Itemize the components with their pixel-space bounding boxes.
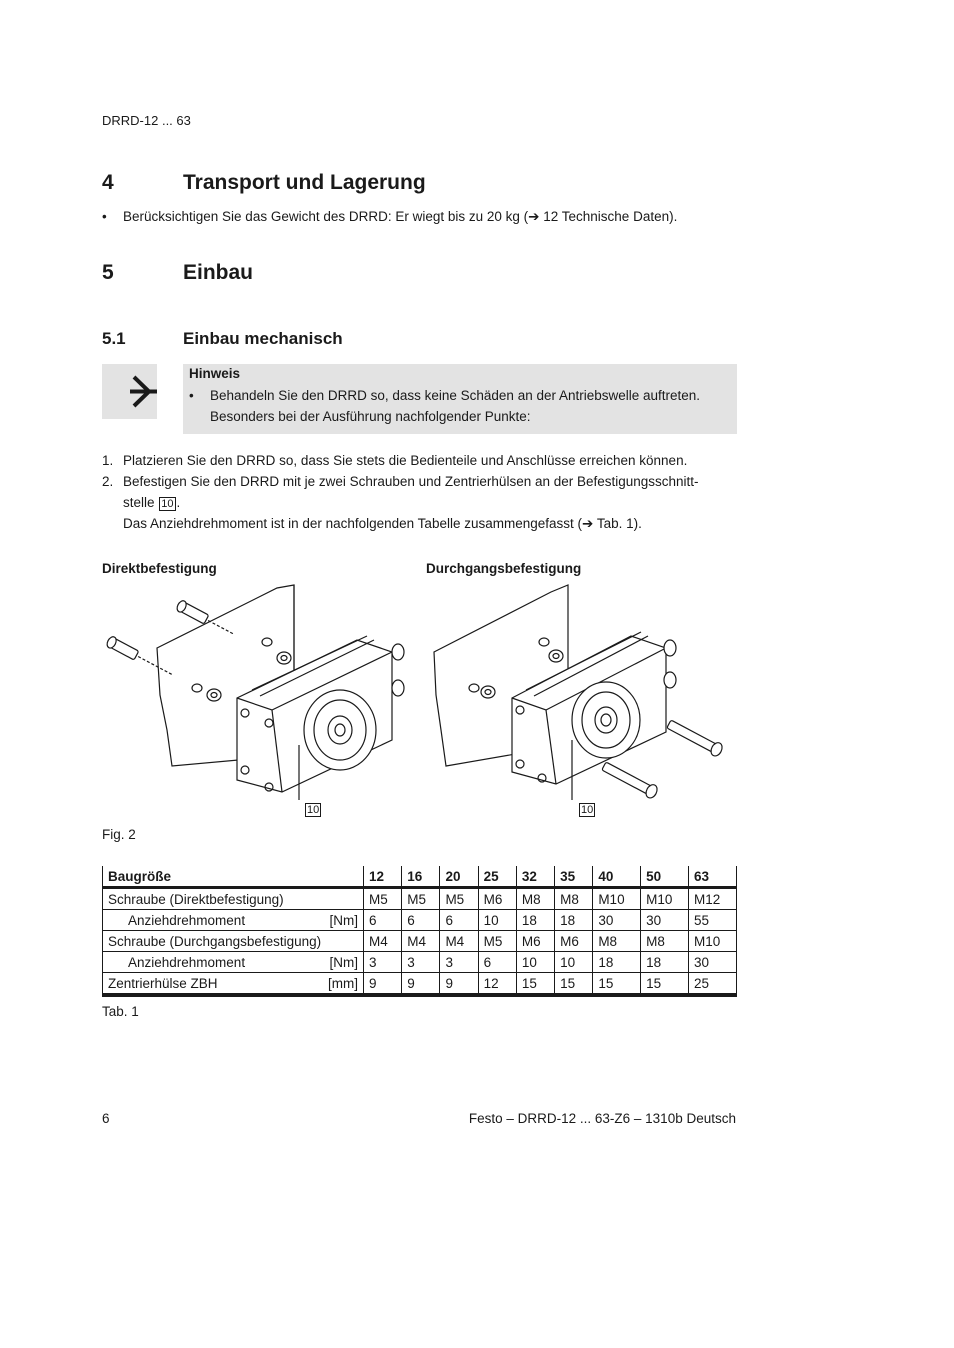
row-unit: [Nm] bbox=[329, 912, 358, 928]
table-cell: 12 bbox=[478, 973, 516, 996]
bullet-dot: • bbox=[102, 209, 107, 224]
table-cell: M8 bbox=[593, 931, 641, 952]
table-header-label: Baugröße bbox=[103, 866, 364, 888]
table-header-size: 25 bbox=[478, 866, 516, 888]
page-number: 6 bbox=[102, 1111, 110, 1126]
document-id: DRRD-12 ... 63 bbox=[102, 113, 191, 128]
note-arrow-icon bbox=[102, 364, 157, 419]
bullet-text: Berücksichtigen Sie das Gewicht des DRRD: Er wiegt bis zu 20 kg ( bbox=[123, 209, 529, 224]
table-cell: M5 bbox=[478, 931, 516, 952]
table-cell: M8 bbox=[641, 931, 689, 952]
bullet-dot: • bbox=[189, 388, 194, 403]
row-label-text: Anziehdrehmoment bbox=[128, 912, 246, 928]
cross-reference[interactable]: Tab. 1). bbox=[596, 516, 642, 531]
table-cell: M12 bbox=[689, 888, 737, 910]
figure-caption: Fig. 2 bbox=[102, 827, 136, 842]
table-row-label bbox=[103, 910, 364, 931]
table-row-label bbox=[103, 931, 364, 952]
table-cell: 10 bbox=[516, 952, 554, 973]
arrow-right-icon: ➔ bbox=[582, 516, 594, 531]
torque-table bbox=[102, 866, 737, 997]
row-label-text: Anziehdrehmoment bbox=[128, 954, 246, 970]
table-cell: 6 bbox=[440, 910, 478, 931]
table-cell: 3 bbox=[440, 952, 478, 973]
table-cell: M6 bbox=[555, 931, 593, 952]
table-row bbox=[103, 973, 737, 996]
table-caption: Tab. 1 bbox=[102, 1004, 139, 1019]
figure-callout-right: 10 bbox=[581, 804, 594, 816]
row-label-text: Schraube (Durchgangsbefestigung) bbox=[108, 933, 322, 949]
table-cell: 9 bbox=[440, 973, 478, 996]
table-cell: 18 bbox=[555, 910, 593, 931]
cross-reference[interactable]: 12 Technische Daten). bbox=[543, 209, 678, 224]
table-cell: 18 bbox=[641, 952, 689, 973]
step-2-text-b: stelle 10 . bbox=[123, 495, 181, 510]
table-cell: 30 bbox=[641, 910, 689, 931]
table-cell: M8 bbox=[555, 888, 593, 910]
note-title: Hinweis bbox=[189, 366, 241, 381]
step-2-text-c: Das Anziehdrehmoment ist in der nachfolgenden Tabelle zusammengefasst (➔ Tab. 1). bbox=[123, 516, 642, 531]
table-cell: M5 bbox=[440, 888, 478, 910]
table-cell: 6 bbox=[478, 952, 516, 973]
table-cell: 15 bbox=[641, 973, 689, 996]
table-cell: 30 bbox=[689, 952, 737, 973]
row-unit: [mm] bbox=[328, 975, 358, 991]
step-1-number: 1. bbox=[102, 453, 114, 468]
table-cell: 3 bbox=[402, 952, 440, 973]
table-cell: 9 bbox=[364, 973, 402, 996]
illustration-direct-mounting bbox=[102, 580, 422, 820]
table-cell: 18 bbox=[516, 910, 554, 931]
table-cell: 15 bbox=[555, 973, 593, 996]
note-line-1: • Behandeln Sie den DRRD so, dass keine Schäden an der Antriebswelle auftreten. bbox=[189, 385, 700, 406]
section-4-title: Transport und Lagerung bbox=[183, 171, 426, 194]
section-5-1-title: Einbau mechanisch bbox=[183, 329, 343, 348]
table-row bbox=[103, 952, 737, 973]
table-cell: 10 bbox=[478, 910, 516, 931]
table-header-size: 32 bbox=[516, 866, 554, 888]
table-header-size: 20 bbox=[440, 866, 478, 888]
table-cell: M6 bbox=[516, 931, 554, 952]
table-row bbox=[103, 888, 737, 910]
note-line-2: Besonders bei der Ausführung nachfolgender Punkte: bbox=[210, 409, 531, 424]
arrow-right-icon: ➔ bbox=[528, 209, 540, 224]
footer-text: Festo – DRRD-12 ... 63-Z6 – 1310b Deutsch bbox=[468, 1111, 736, 1126]
table-cell: 18 bbox=[593, 952, 641, 973]
table-cell: 6 bbox=[364, 910, 402, 931]
row-label-text: Schraube (Direktbefestigung) bbox=[108, 891, 284, 907]
illustration-through-mounting bbox=[426, 580, 746, 820]
section-4-bullet bbox=[102, 206, 677, 227]
table-header-size: 12 bbox=[364, 866, 402, 888]
table-cell: M10 bbox=[641, 888, 689, 910]
table-header-size: 16 bbox=[402, 866, 440, 888]
table-cell: 55 bbox=[689, 910, 737, 931]
table-cell: 25 bbox=[689, 973, 737, 996]
table-cell: 10 bbox=[555, 952, 593, 973]
table-header-size: 63 bbox=[689, 866, 737, 888]
figure-label-through: Durchgangsbefestigung bbox=[426, 561, 582, 576]
table-cell: 30 bbox=[593, 910, 641, 931]
table-header-size: 35 bbox=[555, 866, 593, 888]
table-cell: M10 bbox=[689, 931, 737, 952]
table-cell: M4 bbox=[364, 931, 402, 952]
note-icon-box bbox=[102, 364, 157, 419]
step-2-text-a: Befestigen Sie den DRRD mit je zwei Schrauben und Zentrierhülsen an der Befestigungsschnitt- bbox=[123, 474, 699, 489]
table-row bbox=[103, 931, 737, 952]
table-row bbox=[103, 910, 737, 931]
figure-label-direct: Direktbefestigung bbox=[102, 561, 217, 576]
table-cell: 15 bbox=[593, 973, 641, 996]
table-cell: M5 bbox=[402, 888, 440, 910]
table-cell: M10 bbox=[593, 888, 641, 910]
table-cell: 15 bbox=[516, 973, 554, 996]
table-header-row bbox=[103, 866, 737, 888]
callout-ref-10: 10 bbox=[161, 498, 174, 510]
section-5-1-number: 5.1 bbox=[102, 329, 126, 348]
section-5-number: 5 bbox=[102, 261, 114, 284]
table-row-label bbox=[103, 973, 364, 996]
table-header-size: 50 bbox=[641, 866, 689, 888]
table-cell: M4 bbox=[402, 931, 440, 952]
table-cell: M6 bbox=[478, 888, 516, 910]
table-cell: M5 bbox=[364, 888, 402, 910]
table-cell: 9 bbox=[402, 973, 440, 996]
table-cell: 3 bbox=[364, 952, 402, 973]
table-cell: M4 bbox=[440, 931, 478, 952]
step-1-text: Platzieren Sie den DRRD so, dass Sie stets die Bedienteile und Anschlüsse erreichen können. bbox=[123, 453, 688, 468]
table-header-size: 40 bbox=[593, 866, 641, 888]
table-row-label bbox=[103, 888, 364, 910]
step-2-number: 2. bbox=[102, 474, 114, 489]
table-row-label bbox=[103, 952, 364, 973]
row-label-text: Zentrierhülse ZBH bbox=[108, 975, 218, 991]
section-5-title: Einbau bbox=[183, 261, 254, 284]
figure-callout-left: 10 bbox=[307, 804, 320, 816]
row-unit: [Nm] bbox=[329, 954, 358, 970]
table-cell: M8 bbox=[516, 888, 554, 910]
section-4-number: 4 bbox=[102, 171, 114, 194]
table-cell: 6 bbox=[402, 910, 440, 931]
